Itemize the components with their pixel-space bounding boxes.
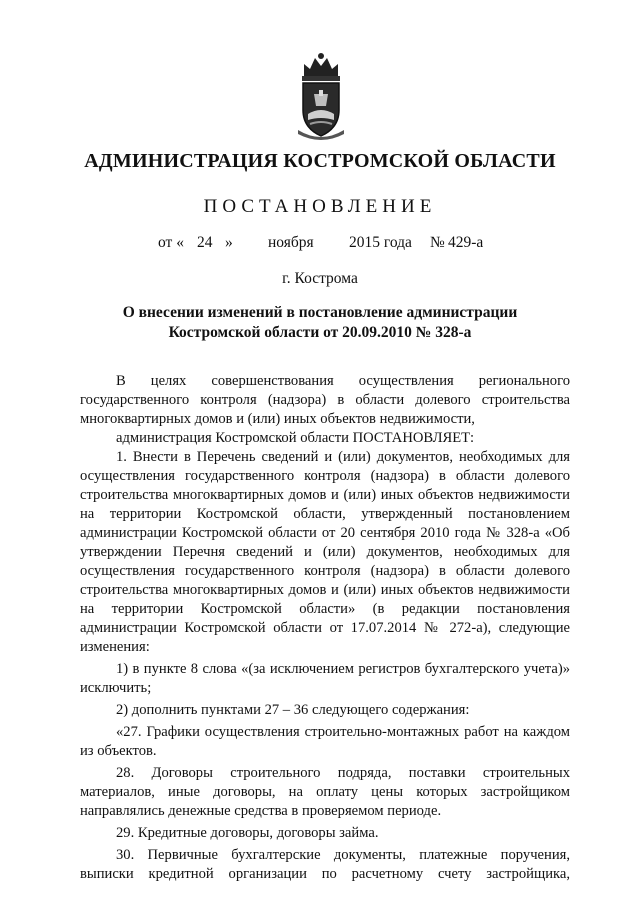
paragraph-point-27: «27. Графики осуществления строительно-монтажных работ на каждом из объектов.: [80, 724, 570, 759]
document-number: 429-а: [448, 234, 484, 251]
paragraph-point-29: 29. Кредитные договоры, договоры займа.: [116, 825, 379, 841]
date-close-quote: »: [225, 234, 233, 251]
document-number-sign: №: [430, 234, 445, 251]
paragraph-resolves: администрация Костромской области ПОСТАНОВЛЯЕТ:: [116, 430, 475, 446]
date-day: 24: [197, 234, 213, 251]
paragraph-point-28: 28. Договоры строительного подряда, поставки строительных материалов, иные договоры, на оплату цены которых застройщиком направлялись денежные средства в проверяемом периоде.: [80, 765, 570, 819]
date-prefix: от «: [158, 234, 184, 251]
date-month: ноября: [268, 234, 314, 251]
date-year: 2015 года: [349, 234, 412, 251]
organization-title: АДМИНИСТРАЦИЯ КОСТРОМСКОЙ ОБЛАСТИ: [84, 150, 556, 172]
paragraph-item-1: 1. Внести в Перечень сведений и (или) документов, необходимых для осуществления государственного контроля (надзора) в области долевого строительства многоквартирных домов и (или) иных объектов недвижимости на территории Костромской области, утвержденный постановлением администрации Костромской области от 20 сентября 2010 года № 328-а «Об утверждении Перечня сведений и (или) документов, необходимых для осуществления государственного контроля (надзора) в области долевого строительства многоквартирных домов и (или) иных объектов недвижимости на территории Костромской области» (в редакции постановления администрации Костромской области от 17.07.2014 № 272-а), следующие изменения:: [80, 449, 570, 655]
paragraph-preamble: В целях совершенствования осуществления регионального государственного контроля (надзора) в области долевого строительства многоквартирных домов и (или) иных объектов недвижимости,: [80, 373, 570, 427]
document-body: [80, 372, 570, 884]
coat-of-arms-emblem: [290, 50, 352, 142]
subject-line-2: Костромской области от 20.09.2010 № 328-а: [168, 324, 472, 341]
document-type-title: ПОСТАНОВЛЕНИЕ: [203, 196, 437, 217]
paragraph-point-30: 30. Первичные бухгалтерские документы, платежные поручения, выписки кредитной организации по расчетному счету застройщика,: [80, 847, 570, 882]
document-subject: [0, 303, 640, 343]
subject-line-1: О внесении изменений в постановление администрации: [122, 304, 518, 321]
paragraph-subitem-1: 1) в пункте 8 слова «(за исключением регистров бухгалтерского учета)» исключить;: [80, 661, 570, 696]
paragraph-subitem-2: 2) дополнить пунктами 27 – 36 следующего содержания:: [116, 702, 470, 718]
city-line: г. Кострома: [282, 270, 358, 287]
